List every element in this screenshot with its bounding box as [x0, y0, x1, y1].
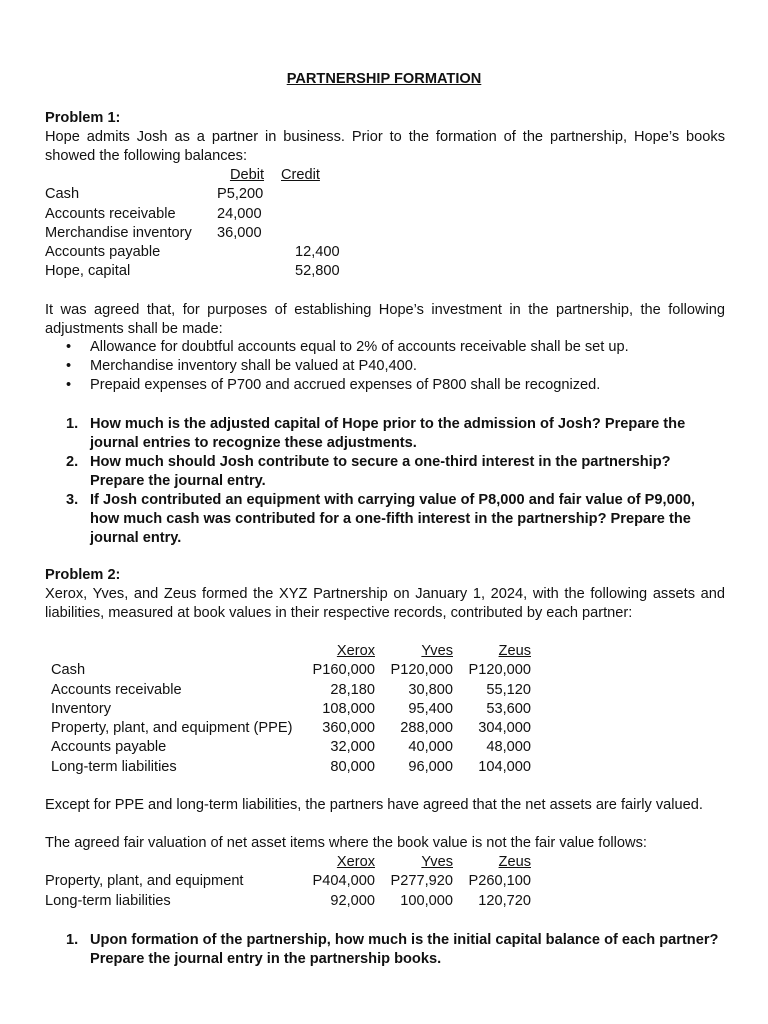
yves-value: 40,000: [408, 739, 453, 756]
xerox-value: 360,000: [322, 720, 375, 737]
fair-value-note: Except for PPE and long-term liabilities, the partners have agreed that the net assets are fairly valued.: [45, 797, 703, 813]
question-text: How much is the adjusted capital of Hope prior to the admission of Josh? Prepare the journal entries to recognize these adjustments.: [90, 416, 686, 451]
hope-balances-table: [45, 166, 341, 282]
row-label: Inventory: [51, 700, 112, 717]
xerox-value: 80,000: [330, 758, 375, 775]
row-label: Accounts payable: [51, 739, 167, 756]
debit-value: 24,000: [217, 205, 262, 222]
table-row: [45, 892, 531, 911]
table-row: [51, 719, 531, 738]
xerox-header: Xerox: [336, 643, 375, 659]
table-row: [51, 661, 531, 680]
yves-value: P120,000: [390, 662, 453, 679]
question-number: 3.: [66, 492, 79, 508]
table-row: [45, 224, 341, 243]
xerox-header: Xerox: [336, 854, 375, 870]
table-row: [51, 700, 531, 719]
zeus-value: 120,720: [478, 892, 531, 909]
yves-value: 96,000: [408, 758, 453, 775]
fair-value-table: [45, 853, 531, 911]
xerox-value: P404,000: [312, 873, 375, 890]
table-row: [45, 262, 341, 281]
book-values-header: [51, 642, 531, 661]
fair-value-intro: The agreed fair valuation of net asset items where the book value is not the fair value follows:: [45, 835, 647, 851]
yves-value: 95,400: [408, 700, 453, 717]
zeus-header: Zeus: [498, 854, 531, 870]
row-label: Cash: [45, 186, 80, 203]
zeus-value: 304,000: [478, 720, 531, 737]
question-item: [66, 931, 726, 969]
question-number: 1.: [66, 932, 79, 948]
row-label: Accounts payable: [45, 244, 161, 261]
question-text: Upon formation of the partnership, how much is the initial capital balance of each partner? Prepare the journal entry in the partnership books.: [90, 932, 719, 967]
row-label: Cash: [51, 662, 86, 679]
xerox-value: P160,000: [312, 662, 375, 679]
row-label: Accounts receivable: [45, 205, 176, 222]
row-label: Property, plant, and equipment: [45, 873, 244, 890]
table-row: [45, 205, 341, 224]
yves-value: 288,000: [400, 720, 453, 737]
list-item: • Allowance for doubtful accounts equal to 2% of accounts receivable shall be set up.: [66, 338, 726, 357]
row-label: Accounts receivable: [51, 681, 182, 698]
zeus-value: 48,000: [486, 739, 531, 756]
yves-value: 30,800: [408, 681, 453, 698]
zeus-value: 55,120: [486, 681, 531, 698]
xerox-value: 108,000: [322, 700, 375, 717]
xerox-value: 28,180: [330, 681, 375, 698]
credit-value: [277, 185, 341, 204]
problem2-heading: Problem 2:: [45, 567, 121, 583]
question-item: [66, 491, 726, 548]
question-item: [66, 453, 726, 491]
list-item: • Merchandise inventory shall be valued at P40,400.: [66, 357, 726, 376]
problem1-intro: Hope admits Josh as a partner in business. Prior to the formation of the partnership, Hope’s books showed the following balances:: [45, 129, 725, 164]
table-row: [51, 758, 531, 777]
problem1-questions: [66, 415, 726, 548]
hope-balances-header: [45, 166, 341, 185]
book-values-table: [51, 642, 531, 777]
adjustments-list: [66, 338, 726, 395]
debit-value: 36,000: [217, 224, 262, 241]
row-label: Property, plant, and equipment (PPE): [51, 720, 293, 737]
yves-value: P277,920: [390, 873, 453, 890]
problem2-intro: Xerox, Yves, and Zeus formed the XYZ Partnership on January 1, 2024, with the following assets and liabilities, measured at book values in their respective records, contributed by each partner:: [45, 586, 725, 621]
adjustments-intro: It was agreed that, for purposes of establishing Hope’s investment in the partnership, the following adjustments shall be made:: [45, 302, 725, 337]
yves-header: Yves: [421, 854, 453, 870]
fair-value-header: [45, 853, 531, 872]
zeus-value: P120,000: [468, 662, 531, 679]
credit-value: 12,400: [295, 244, 340, 261]
row-label: Merchandise inventory: [45, 224, 192, 241]
question-number: 2.: [66, 454, 79, 470]
table-row: [45, 872, 531, 891]
table-row: [45, 185, 341, 204]
xerox-value: 32,000: [330, 739, 375, 756]
page-title: PARTNERSHIP FORMATION: [286, 71, 482, 87]
credit-value: [277, 205, 341, 224]
zeus-value: 104,000: [478, 758, 531, 775]
xerox-value: 92,000: [330, 892, 375, 909]
table-row: [45, 243, 341, 262]
table-row: [51, 681, 531, 700]
credit-value: [277, 224, 341, 243]
question-text: If Josh contributed an equipment with carrying value of P8,000 and fair value of P9,000, how much cash was contributed for a one-fifth interest in the partnership? Prepare the journal entry.: [90, 492, 695, 546]
question-number: 1.: [66, 416, 79, 432]
credit-value: 52,800: [295, 263, 340, 280]
problem2-questions: [66, 931, 726, 969]
yves-value: 100,000: [400, 892, 453, 909]
debit-value: [217, 243, 277, 262]
zeus-value: P260,100: [468, 873, 531, 890]
debit-value: [217, 262, 277, 281]
zeus-header: Zeus: [498, 643, 531, 659]
list-item: • Prepaid expenses of P700 and accrued expenses of P800 shall be recognized.: [66, 376, 726, 395]
table-row: [51, 738, 531, 757]
problem1-heading: Problem 1:: [45, 110, 121, 126]
row-label: Long-term liabilities: [45, 892, 171, 909]
zeus-value: 53,600: [486, 700, 531, 717]
debit-value: P5,200: [217, 186, 264, 203]
row-label: Hope, capital: [45, 263, 131, 280]
credit-header: Credit: [281, 167, 320, 183]
yves-header: Yves: [421, 643, 453, 659]
question-item: [66, 415, 726, 453]
debit-header: Debit: [229, 167, 265, 183]
question-text: How much should Josh contribute to secure a one-third interest in the partnership? Prepare the journal entry.: [90, 454, 671, 489]
row-label: Long-term liabilities: [51, 758, 177, 775]
